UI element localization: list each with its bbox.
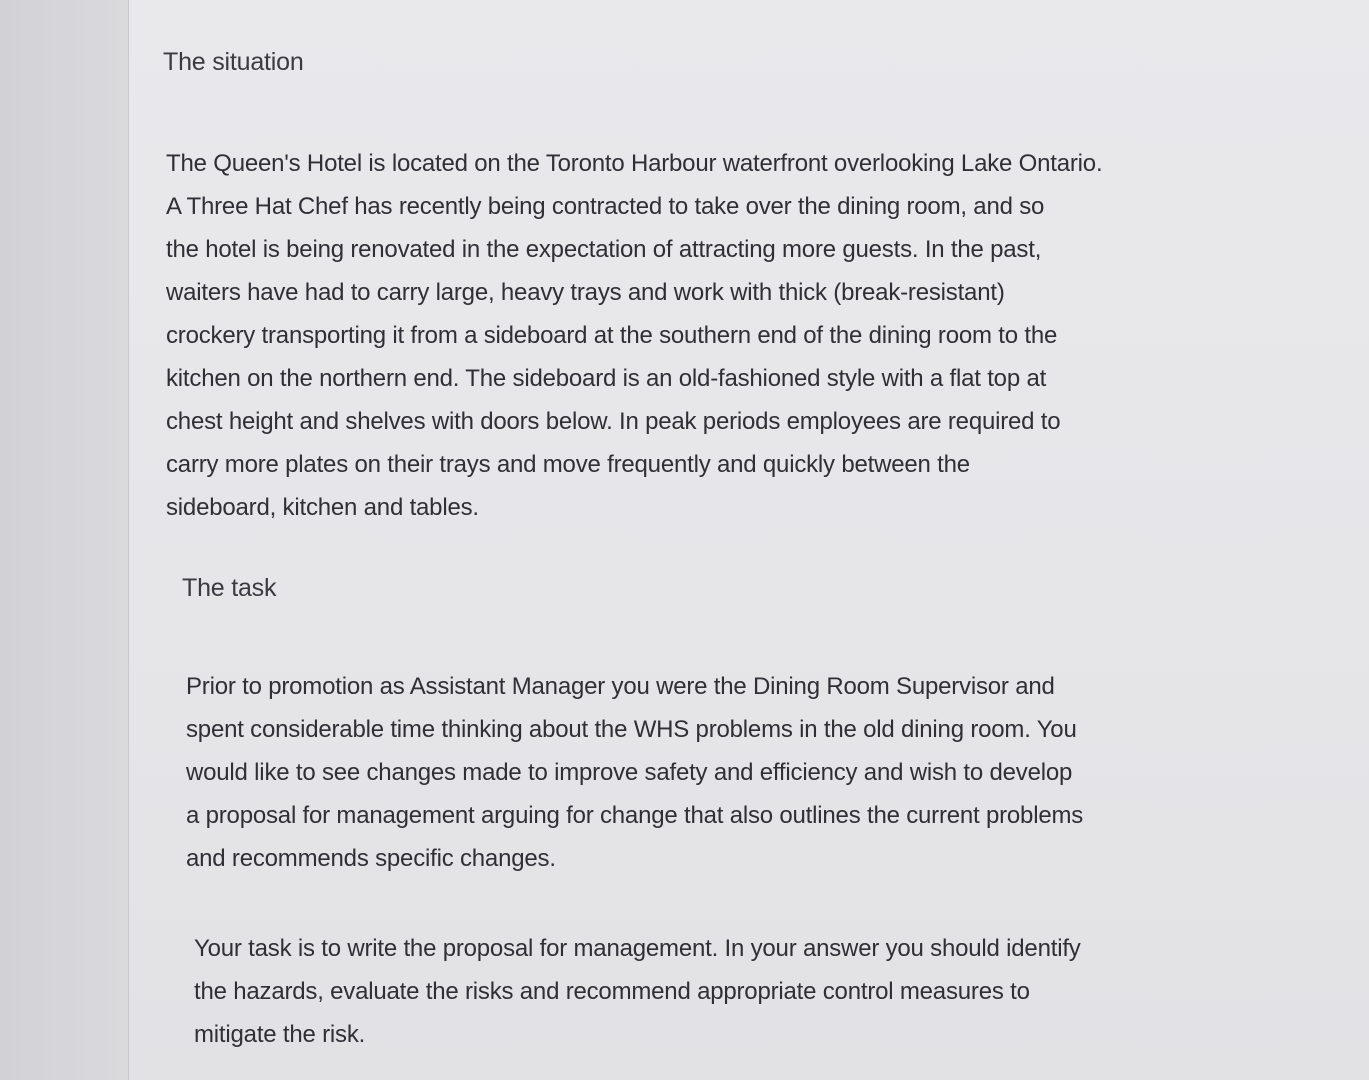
situation-line: carry more plates on their trays and move frequently and quickly between the	[166, 451, 970, 478]
situation-line: sideboard, kitchen and tables.	[166, 494, 479, 521]
situation-line: A Three Hat Chef has recently being contracted to take over the dining room, and so	[166, 193, 1045, 220]
task-line: spent considerable time thinking about the WHS problems in the old dining room. You	[186, 716, 1077, 743]
situation-paragraph	[166, 142, 1266, 529]
situation-line: kitchen on the northern end. The sideboard is an old-fashioned style with a flat top at	[166, 365, 1047, 392]
task-line: and recommends specific changes.	[186, 845, 556, 872]
task-line: would like to see changes made to improve safety and efficiency and wish to develop	[186, 759, 1073, 786]
left-gutter	[0, 0, 128, 1080]
task-line: Prior to promotion as Assistant Manager you were the Dining Room Supervisor and	[186, 673, 1055, 700]
situation-line: waiters have had to carry large, heavy trays and work with thick (break-resistant)	[166, 279, 1005, 306]
task-line: mitigate the risk.	[194, 1021, 366, 1048]
situation-line: chest height and shelves with doors below. In peak periods employees are required to	[166, 408, 1061, 435]
task-line: a proposal for management arguing for change that also outlines the current problems	[186, 802, 1084, 829]
task-heading: The task	[182, 574, 277, 602]
task-line: Your task is to write the proposal for management. In your answer you should identify	[194, 935, 1081, 962]
task-paragraph-1	[186, 665, 1286, 880]
task-line: the hazards, evaluate the risks and recommend appropriate control measures to	[194, 978, 1030, 1005]
situation-heading: The situation	[163, 48, 304, 76]
situation-line: the hotel is being renovated in the expectation of attracting more guests. In the past,	[166, 236, 1042, 263]
situation-line: crockery transporting it from a sideboard at the southern end of the dining room to the	[166, 322, 1058, 349]
situation-line: The Queen's Hotel is located on the Toronto Harbour waterfront overlooking Lake Ontario.	[166, 150, 1103, 177]
task-paragraph-2	[194, 927, 1294, 1056]
